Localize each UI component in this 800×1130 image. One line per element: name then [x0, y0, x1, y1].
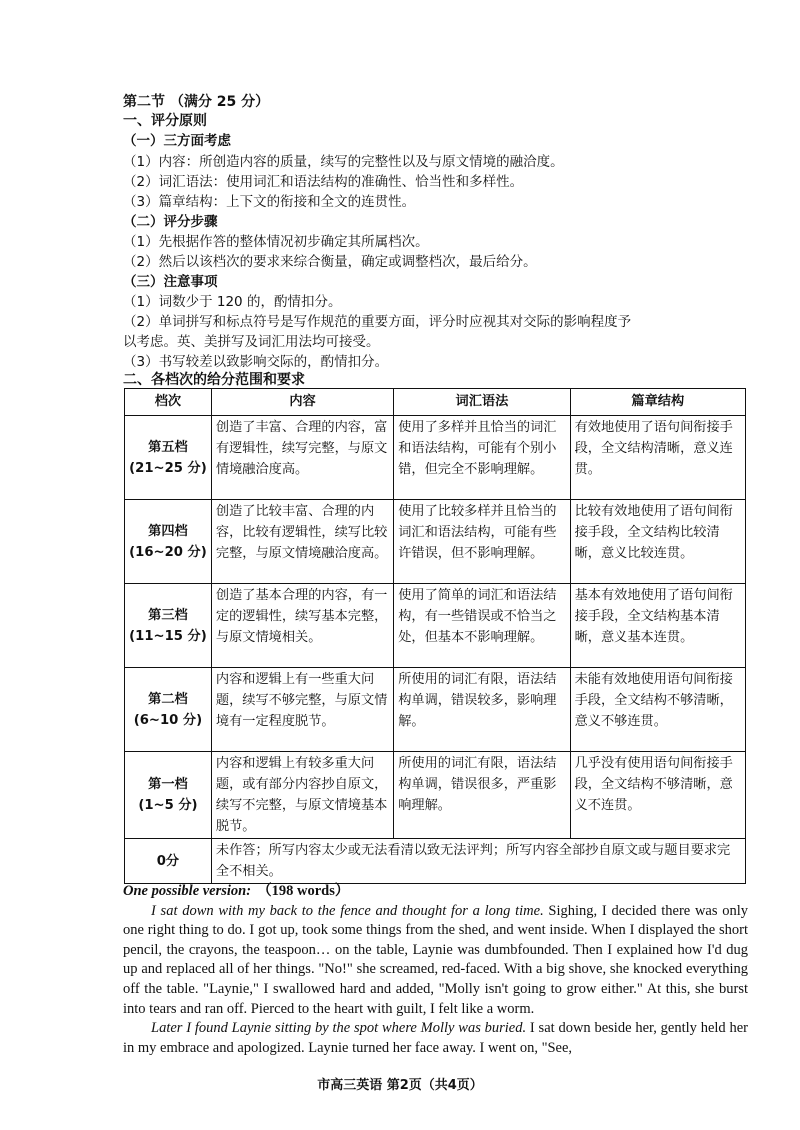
table-row	[125, 584, 746, 668]
grammar-cell: 所使用的词汇有限，语法结构单调，错误很多，严重影响理解。	[394, 752, 570, 839]
sub3-item: （1）词数少于 120 的，酌情扣分。	[123, 294, 342, 310]
sub2-item: （1）先根据作答的整体情况初步确定其所属档次。	[123, 234, 429, 250]
paragraph-body: I sat down beside her, gently held her in my embrace and apologized. Laynie turned her face away. I went on, "See,	[123, 1020, 748, 1056]
sample-heading	[123, 882, 748, 902]
level-cell: 第二档 (6~10 分)	[125, 668, 212, 752]
sub2-item: （2）然后以该档次的要求来综合衡量，确定或调整档次，最后给分。	[123, 254, 537, 270]
grammar-cell: 使用了简单的词汇和语法结构，有一些错误或不恰当之处，但基本不影响理解。	[394, 584, 570, 668]
sub1-title: （一）三方面考虑	[123, 133, 231, 149]
structure-cell: 基本有效地使用了语句间衔接手段，全文结构基本清晰，意义基本连贯。	[570, 584, 745, 668]
level-cell-zero: 0分	[125, 839, 212, 884]
table-row	[125, 416, 746, 500]
content-cell: 内容和逻辑上有较多重大问题，或有部分内容抄自原文，续写不完整，与原文情境基本脱节。	[211, 752, 393, 839]
content-cell: 创造了比较丰富、合理的内容，比较有逻辑性，续写比较完整，与原文情境融洽度高。	[211, 500, 393, 584]
sub1-item: （1）内容：所创造内容的质量，续写的完整性以及与原文情境的融洽度。	[123, 154, 564, 170]
table-row	[125, 500, 746, 584]
section-title: 第二节 （满分 25 分）	[123, 94, 270, 110]
sub3-title: （三）注意事项	[123, 274, 218, 290]
content-cell: 创造了基本合理的内容，有一定的逻辑性，续写基本完整，与原文情境相关。	[211, 584, 393, 668]
level-cell: 第三档 (11~15 分)	[125, 584, 212, 668]
sub2-title: （二）评分步骤	[123, 214, 218, 230]
sub1-item: （3）篇章结构：上下文的衔接和全文的连贯性。	[123, 194, 416, 210]
content-cell: 内容和逻辑上有一些重大问题，续写不够完整，与原文情境有一定程度脱节。	[211, 668, 393, 752]
header-content: 内容	[211, 389, 393, 416]
part1-title: 一、评分原则	[123, 113, 207, 129]
paragraph-body: Sighing, I decided there was only one right thing to do. I got up, took some things from the shed, and went inside. When I displayed the short pencil, the crayons, the teaspoon… on the table, Laynie was dumbfounded. Then I explained how I'd dug up and replaced all of her things. "No!" she screamed, red-faced. With a big shove, she knocked everything off the table. "Laynie," I swallowed hard and added, "Molly isn't going to grow either." At this, she burst into tears and ran off. Pierced to the heart with guilt, I felt like a worm.	[123, 902, 748, 1017]
level-cell: 第四档 (16~20 分)	[125, 500, 212, 584]
table-header-row	[125, 389, 746, 416]
header-grammar: 词汇语法	[394, 389, 570, 416]
grammar-cell: 使用了多样并且恰当的词汇和语法结构，可能有个别小错，但完全不影响理解。	[394, 416, 570, 500]
paragraph-lead: Later I found Laynie sitting by the spot where Molly was buried.	[151, 1020, 527, 1037]
structure-cell: 未能有效地使用语句间衔接手段，全文结构不够清晰，意义不够连贯。	[570, 668, 745, 752]
sub3-item: （2）单词拼写和标点符号是写作规范的重要方面，评分时应视其对交际的影响程度予	[123, 314, 632, 330]
table-row	[125, 752, 746, 839]
table-row	[125, 668, 746, 752]
part2-title: 二、各档次的给分范围和要求	[123, 372, 305, 388]
sample-label: One possible version:	[123, 883, 252, 899]
essay-paragraph	[123, 1019, 748, 1058]
structure-cell: 有效地使用了语句间衔接手段，全文结构清晰，意义连贯。	[570, 416, 745, 500]
essay-paragraph	[123, 902, 748, 1020]
grading-table	[124, 388, 746, 884]
level-cell: 第五档 (21~25 分)	[125, 416, 212, 500]
table-row-zero	[125, 839, 746, 884]
structure-cell: 几乎没有使用语句间衔接手段，全文结构不够清晰，意义不连贯。	[570, 752, 745, 839]
paragraph-lead: I sat down with my back to the fence and thought for a long time.	[151, 902, 544, 919]
content-cell: 创造了丰富、合理的内容，富有逻辑性，续写完整，与原文情境融洽度高。	[211, 416, 393, 500]
grammar-cell: 使用了比较多样并且恰当的词汇和语法结构，可能有些许错误，但不影响理解。	[394, 500, 570, 584]
sub3-item: （3）书写较差以致影响交际的，酌情扣分。	[123, 354, 389, 370]
grammar-cell: 所使用的词汇有限，语法结构单调，错误较多，影响理解。	[394, 668, 570, 752]
level-cell: 第一档 (1~5 分)	[125, 752, 212, 839]
header-level: 档次	[125, 389, 212, 416]
header-structure: 篇章结构	[570, 389, 745, 416]
page-footer: 市高三英语 第2页（共4页）	[317, 1078, 483, 1093]
sample-essay	[123, 882, 748, 1058]
structure-cell: 比较有效地使用了语句间衔接手段，全文结构比较清晰，意义比较连贯。	[570, 500, 745, 584]
zero-description: 未作答；所写内容太少或无法看清以致无法评判；所写内容全部抄自原文或与题目要求完全不相关。	[211, 839, 745, 884]
word-count: （198 words）	[257, 883, 350, 899]
sub3-item: 以考虑。英、美拼写及词汇用法均可接受。	[123, 334, 380, 350]
sub1-item: （2）词汇语法：使用词汇和语法结构的准确性、恰当性和多样性。	[123, 174, 524, 190]
